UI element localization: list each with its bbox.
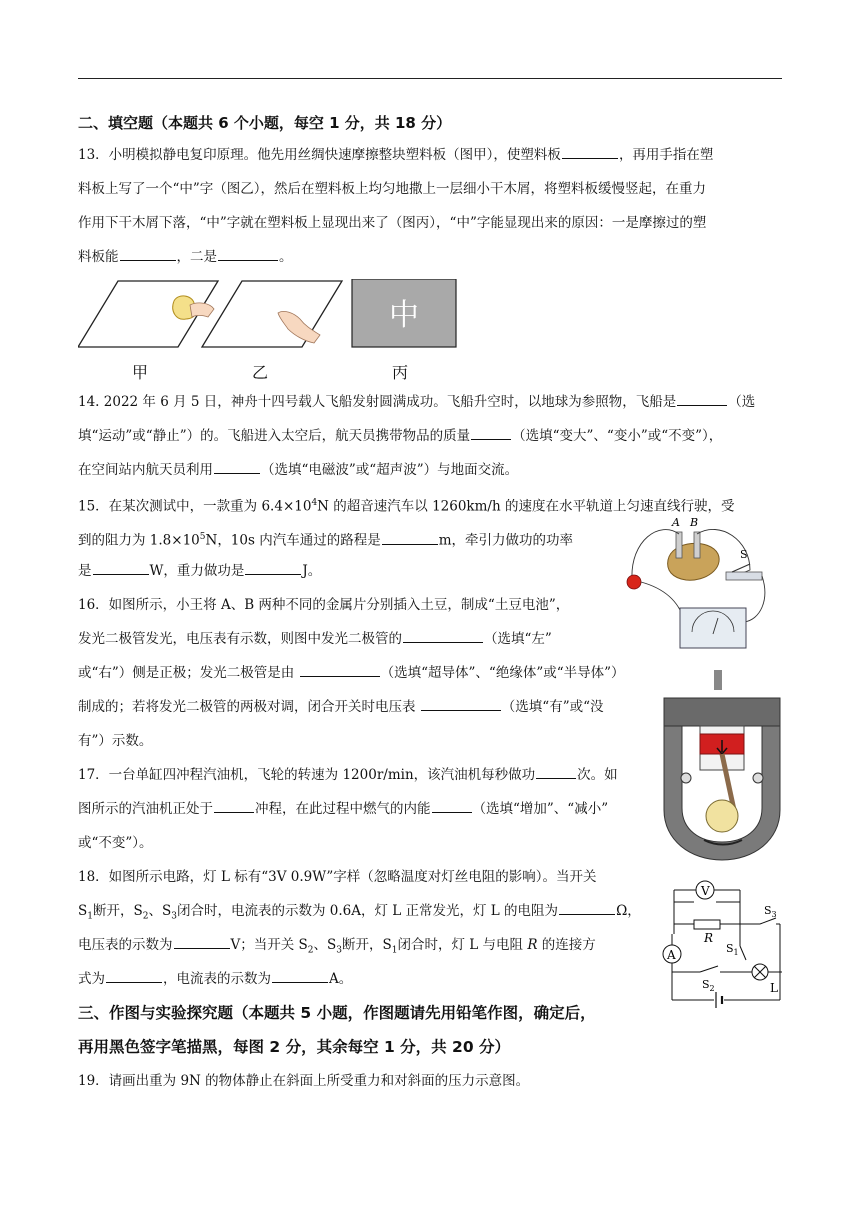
plastic-plate-yi <box>202 281 342 347</box>
caption-yi: 乙 <box>252 363 269 382</box>
q19-line1: 19．请画出重为 9N 的物体静止在斜面上所受重力和对斜面的压力示意图。 <box>78 1073 530 1089</box>
potato-icon <box>668 543 720 580</box>
svg-text:L: L <box>770 981 778 995</box>
label-a: A <box>672 516 680 529</box>
potato-battery-figure <box>610 510 782 660</box>
caption-bing: 丙 <box>392 363 409 382</box>
metal-plate-a <box>676 532 682 558</box>
answer-blank[interactable] <box>300 660 380 677</box>
spark-plug-icon <box>714 670 722 690</box>
q14-line3: 在空间站内航天员利用 （选填“电磁波”或“超声波”）与地面交流。 <box>78 455 518 485</box>
q13-line1: 13．小明模拟静电复印原理。他先用丝绸快速摩擦整块塑料板（图甲），使塑料板 ，再用手指在塑 <box>78 140 713 170</box>
answer-blank[interactable] <box>214 457 260 474</box>
resistor-symbol <box>694 920 720 929</box>
answer-blank[interactable] <box>432 796 472 813</box>
q18-line1: 18．如图所示电路，灯 L 标有“3V 0.9W”字样（忽略温度对灯丝电阻的影响）。当开关 <box>78 869 597 885</box>
header-rule <box>78 78 782 79</box>
answer-blank[interactable] <box>106 966 162 983</box>
circuit-figure <box>660 876 782 1018</box>
q16-line1: 16．如图所示，小王将 A、B 两种不同的金属片分别插入土豆，制成“土豆电池”， <box>78 597 570 613</box>
q14-line2: 填“运动”或“静止”）的。飞船进入太空后，航天员携带物品的质量 （选填“变大”、“变小”或“不变”）， <box>78 421 722 451</box>
answer-blank[interactable] <box>471 423 511 440</box>
section-title: 三、作图与实验探究题（本题共 5 小题，作图题请先用铅笔作图，确定后， <box>78 1004 596 1022</box>
answer-blank[interactable] <box>245 558 301 575</box>
intake-valve <box>681 773 691 783</box>
q18-line3: 电压表的示数为 V；当开关 $S_2$、$S_3$断开，$S_1$闭合时，灯 L 与电阻 R 的连接方 <box>78 930 596 966</box>
section-title: 二、填空题（本题共 6 个小题，每空 1 分，共 18 分） <box>78 114 452 132</box>
q15-line1: 15．在某次测试中，一款重为 $6.4\times 10^4N$ 的超音速汽车以 1260km/h 的速度在水平轨道上匀速直线行驶，受 <box>78 498 735 515</box>
cylinder-head <box>664 698 780 726</box>
answer-blank[interactable] <box>218 244 278 261</box>
answer-blank[interactable] <box>562 142 618 159</box>
q15-line2: 到的阻力为 $1.8\times 10^5N$，10s 内汽车通过的路程是 m，牵引力做功的功率 <box>78 522 573 556</box>
q17-line3: 或“不变”）。 <box>78 835 153 851</box>
switch-icon <box>726 572 762 580</box>
switch-s1-symbol <box>740 946 746 960</box>
svg-text:S3: $S_3$ <box>764 904 777 919</box>
svg-text:A: A <box>667 948 676 962</box>
q13-line4: 料板能 ，二是 。 <box>78 242 293 272</box>
q13-line3: 作用下干木屑下落，“中”字就在塑料板上显现出来了（图丙），“中”字能显现出来的原因：一是摩擦过的塑 <box>78 215 707 231</box>
q17-line1: 17．一台单缸四冲程汽油机，飞轮的转速为 1200r/min，该汽油机每秒做功 次。如 <box>78 760 618 790</box>
answer-blank[interactable] <box>421 694 501 711</box>
svg-text:V: V <box>701 884 710 898</box>
flywheel-icon <box>706 800 738 832</box>
answer-blank[interactable] <box>214 796 254 813</box>
answer-blank[interactable] <box>559 898 615 915</box>
switch-s2-symbol <box>700 966 718 972</box>
label-s: S <box>740 548 748 561</box>
answer-blank[interactable] <box>536 762 576 779</box>
label-b: B <box>690 516 699 529</box>
answer-blank[interactable] <box>93 558 149 575</box>
answer-blank[interactable] <box>174 932 230 949</box>
answer-blank[interactable] <box>382 528 438 545</box>
answer-blank[interactable] <box>403 626 483 643</box>
engine-figure <box>660 670 784 866</box>
q14-line1: 14. 2022 年 6 月 5 日，神舟十四号载人飞船发射圆满成功。飞船升空时，以地球为参照物，飞船是 （选 <box>78 387 755 417</box>
metal-plate-b <box>694 532 700 558</box>
q16-line5: 有”）示数。 <box>78 733 153 749</box>
svg-text:S1: $S_1$ <box>726 942 739 957</box>
q18-line4: 式为 ，电流表的示数为 A。 <box>78 964 352 994</box>
q17-line2: 图所示的汽油机正处于 冲程，在此过程中燃气的内能 （选填“增加”、“减小” <box>78 794 608 824</box>
section-subtitle: 再用黑色签字笔描黑，每图 2 分，其余每空 1 分，共 20 分） <box>78 1038 511 1056</box>
zhong-character: 中 <box>389 298 419 333</box>
q16-line3: 或“右”）侧是正极；发光二极管是由 （选填“超导体”、“绝缘体”或“半导体”） <box>78 658 625 688</box>
caption-jia: 甲 <box>132 363 149 382</box>
q16-line4: 制成的；若将发光二极管的两极对调，闭合开关时电压表 （选填“有”或“没 <box>78 692 604 722</box>
voltmeter-icon <box>680 608 746 648</box>
q13-figures <box>78 279 460 349</box>
q15-line3: 是 W，重力做功是 J。 <box>78 556 321 586</box>
svg-text:S2: $S_2$ <box>702 978 715 993</box>
led-icon <box>627 575 641 589</box>
answer-blank[interactable] <box>120 244 176 261</box>
answer-blank[interactable] <box>272 966 328 983</box>
q16-line2: 发光二极管发光，电压表有示数，则图中发光二极管的 （选填“左” <box>78 624 552 654</box>
svg-text:R: R <box>704 931 714 945</box>
q18-line2: $S_1$断开，$S_2$、$S_3$闭合时，电流表的示数为 0.6A，灯 L 正常发光，灯 L 的电阻为 Ω， <box>78 896 641 932</box>
q13-line2: 料板上写了一个“中”字（图乙），然后在塑料板上均匀地撒上一层细小干木屑，将塑料板缓慢竖起，在重力 <box>78 181 707 197</box>
exhaust-valve <box>753 773 763 783</box>
silk-cloth-icon <box>173 296 214 319</box>
answer-blank[interactable] <box>677 389 727 406</box>
